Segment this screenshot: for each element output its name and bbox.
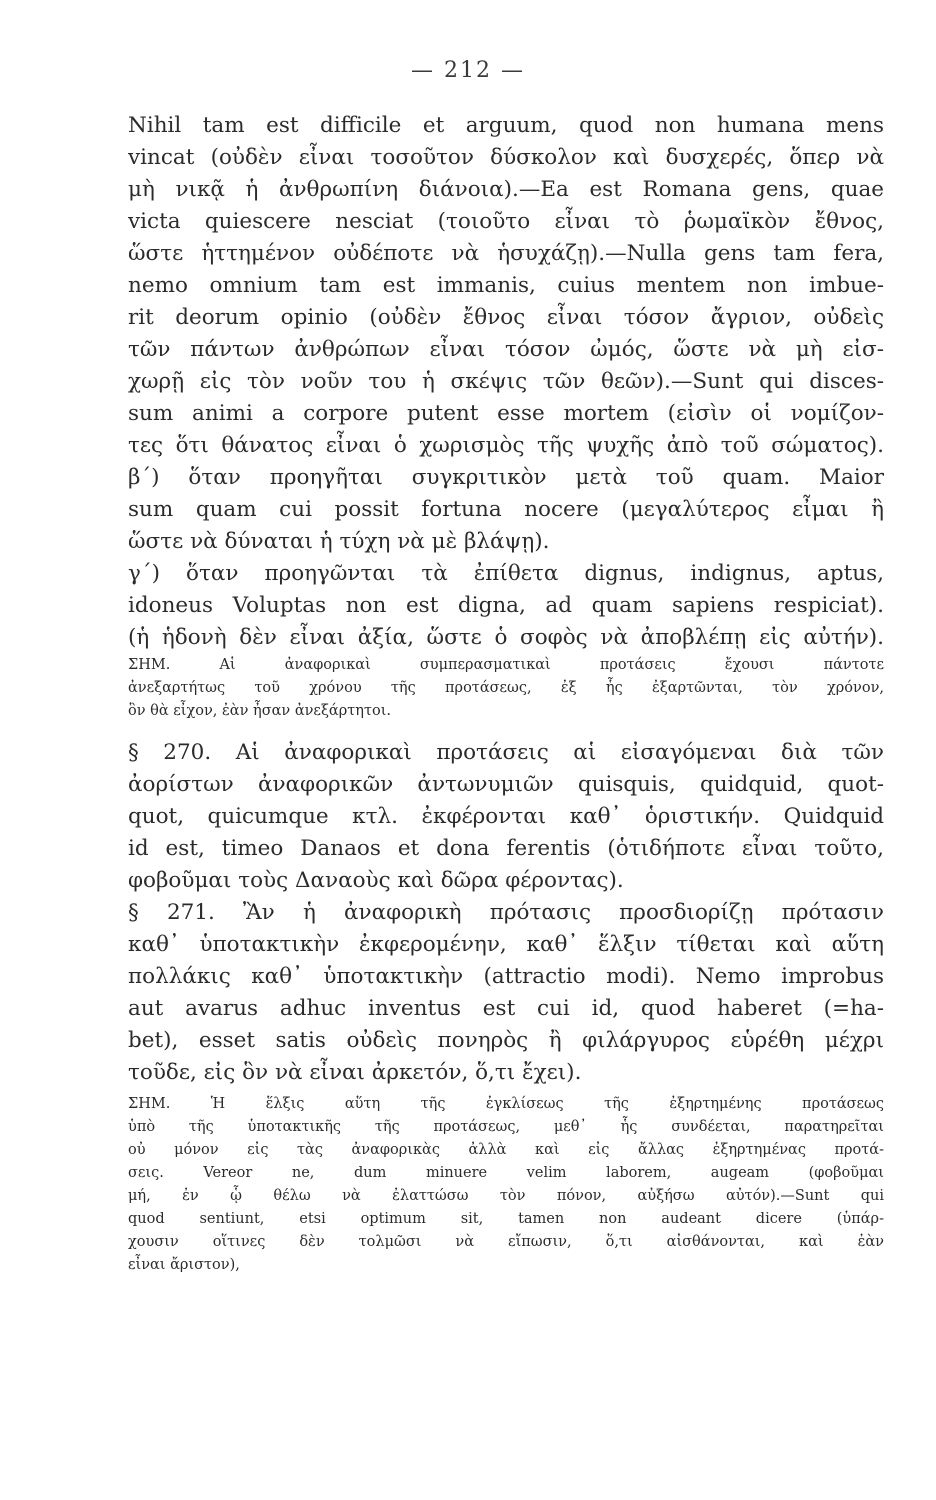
- text-line: μὴ νικᾷ ἡ ἀνθρωπίνη διάνοια).—Ea est Romana gens, quae: [128, 177, 884, 202]
- note-line: ΣΗΜ. Αἱ ἀναφορικαὶ συμπερασματικαὶ προτάσεις ἔχουσι πάντοτε: [128, 657, 884, 673]
- body-text: [128, 110, 884, 1277]
- spacer: [128, 723, 884, 737]
- text-line: ὥστε νὰ δύναται ἡ τύχη νὰ μὲ βλάψῃ).: [128, 529, 550, 554]
- note-line: χουσιν οἵτινες δὲν τολμῶσι νὰ εἴπωσιν, ὅ,τι αἰσθάνονται, καὶ ἐὰν: [128, 1234, 884, 1250]
- page-number: — 212 —: [411, 58, 525, 83]
- text-line: τῶν πάντων ἀνθρώπων εἶναι τόσον ὠμός, ὥστε νὰ μὴ εἰσ-: [128, 337, 884, 362]
- note-line: ὑπὸ τῆς ὑποτακτικῆς τῆς προτάσεως, μεθ᾿ ἧς συνδέεται, παρατηρεῖται: [128, 1119, 884, 1135]
- text-line: καθ᾿ ὑποτακτικὴν ἐκφερομένην, καθ᾿ ἕλξιν τίθεται καὶ αὕτη: [128, 932, 884, 957]
- note-line: σεις. Vereor ne, dum minuere velim laborem, augeam (φοβοῦμαι: [128, 1165, 884, 1181]
- text-line: id est, timeo Danaos et dona ferentis (ὁτιδήποτε εἶναι τοῦτο,: [128, 836, 884, 861]
- note-line: οὐ μόνον εἰς τὰς ἀναφορικὰς ἀλλὰ καὶ εἰς ἄλλας ἐξηρτημένας προτά-: [128, 1142, 884, 1158]
- text-line: τες ὅτι θάνατος εἶναι ὁ χωρισμὸς τῆς ψυχῆς ἀπὸ τοῦ σώματος).: [128, 433, 884, 458]
- text-line: § 271. Ἂν ἡ ἀναφορικὴ πρότασις προσδιορίζῃ πρότασιν: [128, 900, 884, 925]
- text-line: β΄) ὅταν προηγῆται συγκριτικὸν μετὰ τοῦ quam. Maior: [128, 465, 884, 490]
- note-line: ὃν θὰ εἶχον, ἐὰν ἦσαν ἀνεξάρτητοι.: [128, 703, 392, 719]
- text-line: nemo omnium tam est immanis, cuius mentem non imbue-: [128, 273, 884, 298]
- text-line: τοῦδε, εἰς ὃν νὰ εἶναι ἀρκετόν, ὅ,τι ἔχει).: [128, 1060, 582, 1085]
- note-line: ἀνεξαρτήτως τοῦ χρόνου τῆς προτάσεως, ἐξ ἧς ἐξαρτῶνται, τὸν χρόνον,: [128, 680, 884, 696]
- text-line: sum animi a corpore putent esse mortem (εἰσὶν οἱ νομίζον-: [128, 401, 884, 426]
- note-line: ΣΗΜ. Ἡ ἕλξις αὕτη τῆς ἐγκλίσεως τῆς ἐξηρτημένης προτάσεως: [128, 1096, 884, 1112]
- text-line: sum quam cui possit fortuna nocere (μεγαλύτερος εἶμαι ἢ: [128, 497, 884, 522]
- text-line: φοβοῦμαι τοὺς Δαναοὺς καὶ δῶρα φέροντας).: [128, 868, 624, 893]
- text-line: § 270. Αἱ ἀναφορικαὶ προτάσεις αἱ εἰσαγόμεναι διὰ τῶν: [128, 740, 884, 765]
- text-line: (ἡ ἡδονὴ δὲν εἶναι ἀξία, ὥστε ὁ σοφὸς νὰ ἀποβλέπῃ εἰς αὐτήν).: [128, 625, 884, 650]
- note-line: μή, ἐν ᾧ θέλω νὰ ἐλαττώσω τὸν πόνον, αὐξήσω αὐτόν).—Sunt qui: [128, 1188, 884, 1204]
- text-line: γ΄) ὅταν προηγῶνται τὰ ἐπίθετα dignus, indignus, aptus,: [128, 561, 884, 586]
- text-line: χωρῇ εἰς τὸν νοῦν του ἡ σκέψις τῶν θεῶν).—Sunt qui disces-: [128, 369, 884, 394]
- text-line: vincat (οὐδὲν εἶναι τοσοῦτον δύσκολον καὶ δυσχερές, ὅπερ νὰ: [128, 145, 884, 170]
- text-line: quot, quicumque κτλ. ἐκφέρονται καθ᾿ ὁριστικήν. Quidquid: [128, 804, 884, 829]
- text-line: bet), esset satis οὐδεὶς πονηρὸς ἢ φιλάργυρος εὑρέθη μέχρι: [128, 1028, 884, 1053]
- text-line: idoneus Voluptas non est digna, ad quam sapiens respiciat).: [128, 593, 884, 618]
- text-line: victa quiescere nesciat (τοιοῦτο εἶναι τὸ ῥωμαϊκὸν ἔθνος,: [128, 209, 884, 234]
- text-line: rit deorum opinio (οὐδὲν ἔθνος εἶναι τόσον ἄγριον, οὐδεὶς: [128, 305, 884, 330]
- note-line: εἶναι ἄριστον),: [128, 1257, 240, 1273]
- text-line: ἀορίστων ἀναφορικῶν ἀντωνυμιῶν quisquis, quidquid, quot-: [128, 772, 884, 797]
- text-line: πολλάκις καθ᾿ ὑποτακτικὴν (attractio modi). Nemo improbus: [128, 964, 884, 989]
- note-line: quod sentiunt, etsi optimum sit, tamen non audeant dicere (ὑπάρ-: [128, 1211, 884, 1227]
- text-line: ὥστε ἡττημένον οὐδέποτε νὰ ἡσυχάζῃ).—Nulla gens tam fera,: [128, 241, 884, 266]
- text-line: aut avarus adhuc inventus est cui id, quod haberet (=ha-: [128, 996, 884, 1021]
- text-line: Nihil tam est difficile et arguum, quod non humana mens: [128, 113, 884, 138]
